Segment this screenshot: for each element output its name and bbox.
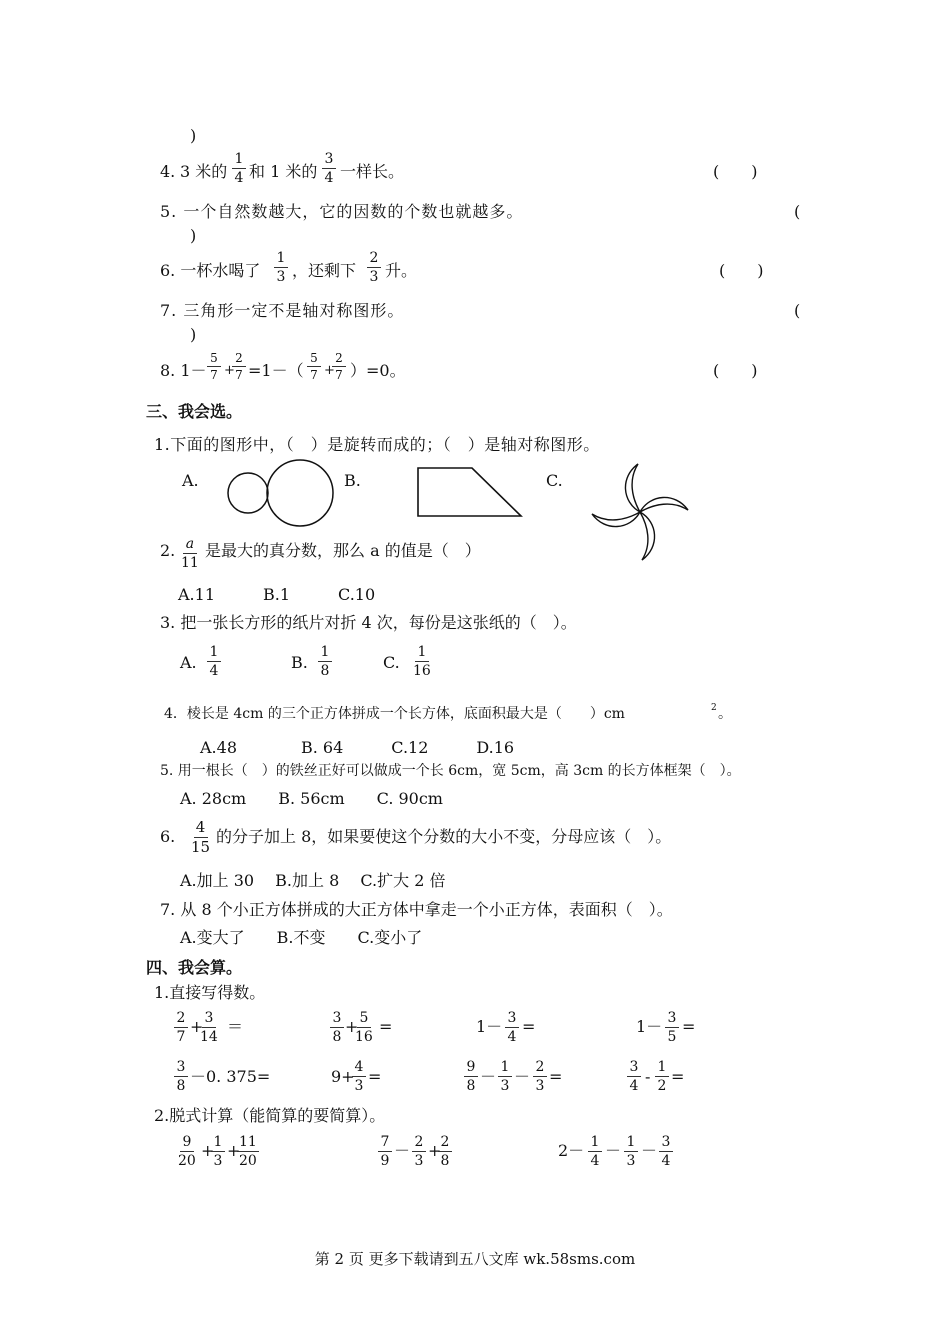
answer-paren-open[interactable]: ( (794, 301, 801, 320)
answer-paren-open[interactable]: ( (794, 202, 801, 221)
plus-sign: + (201, 1141, 215, 1160)
minus-sign: － (514, 1067, 531, 1086)
judge-q8-text-a: 8. 1－ (160, 361, 207, 380)
minus-sign: - (645, 1067, 651, 1086)
fraction: $\frac{3}{4}$ (659, 1135, 673, 1168)
minus-sign: － (394, 1141, 411, 1160)
superscript: 2 (711, 703, 717, 713)
plus-sign: + (324, 363, 335, 378)
minus-sign: － (605, 1141, 622, 1160)
fraction: $\frac{1}{3}$ (211, 1135, 225, 1168)
choose-q1-text: 1.下面的图形中，（ ）是旋转而成的；（ ）是轴对称图形。 (154, 435, 600, 454)
answer-paren[interactable]: ( ) (713, 162, 758, 181)
minus-sign: － (641, 1141, 658, 1160)
page-footer: 第 2 页 更多下载请到五八文库 wk.58sms.com (314, 1250, 636, 1268)
judge-q8-text-b: =1－（ (248, 361, 304, 380)
fraction: $\frac{3}{14}$ (200, 1010, 218, 1045)
calc-tail: －0. 375= (190, 1067, 271, 1086)
fraction: $\frac{2}{8}$ (438, 1135, 452, 1168)
choose-q7-options: A.变大了 B.不变 C.变小了 (180, 928, 423, 947)
choose-q5-text: 5. 用一根长（ ）的铁丝正好可以做成一个长 6cm，宽 5cm，高 3cm 的长方体框架（ ）。 (160, 763, 741, 779)
judge-q4-num: 4. (160, 162, 176, 181)
equals-sign: = (671, 1067, 685, 1086)
fraction: $\frac{3}{8}$ (174, 1060, 188, 1093)
fraction: $\frac{a}{11}$ (181, 536, 199, 571)
fraction: $\frac{5}{7}$ (307, 352, 321, 381)
fraction: $\frac{9}{8}$ (464, 1060, 478, 1093)
fraction: $\frac{3}{8}$ (330, 1011, 344, 1044)
judge-q8-text-c: ）=0。 (350, 361, 406, 380)
fraction: $\frac{2}{7}$ (332, 352, 346, 381)
fraction: $\frac{1}{3}$ (274, 251, 288, 284)
option-c-label: C. (383, 653, 400, 672)
judge-q6-text-c: 升。 (385, 261, 418, 280)
fraction: $\frac{2}{7}$ (232, 352, 246, 381)
choose-q7-text: 7. 从 8 个小正方体拼成的大正方体中拿走一个小正方体，表面积（ ）。 (160, 900, 673, 919)
calc-sub2: 2.脱式计算（能简算的要简算）。 (154, 1106, 386, 1125)
fraction: $\frac{1}{4}$ (232, 152, 246, 185)
section-title-choose: 三、我会选。 (146, 402, 243, 421)
fraction: $\frac{2}{7}$ (174, 1011, 188, 1044)
calc-lead: 1－ (476, 1017, 503, 1036)
section-title-calc: 四、我会算。 (146, 958, 243, 977)
choose-q2-text: 是最大的真分数，那么 a 的值是（ ） (205, 541, 481, 560)
trapezoid-figure (412, 463, 527, 523)
fraction: $\frac{3}{5}$ (665, 1011, 679, 1044)
fraction: $\frac{2}{3}$ (412, 1135, 426, 1168)
fraction: $\frac{7}{9}$ (378, 1135, 392, 1168)
judge-q6-text-b: ，还剩下 (292, 261, 357, 280)
judge-q4-text-c: 一样长。 (340, 162, 405, 181)
judge-q6-text-a: 6. 一杯水喝了 (160, 261, 261, 280)
equals-sign: = (522, 1017, 536, 1036)
fraction: $\frac{1}{3}$ (624, 1135, 638, 1168)
choose-q6-text: 的分子加上 8，如果要使这个分数的大小不变，分母应该（ ）。 (216, 827, 672, 846)
fraction: $\frac{1}{4}$ (207, 645, 221, 678)
choose-q6-num: 6. (160, 827, 176, 846)
fraction: $\frac{1}{16}$ (413, 644, 431, 679)
plus-sign: + (224, 363, 235, 378)
choose-q4-end: 。 (718, 706, 732, 722)
judge-q7-text: 7. 三角形一定不是轴对称图形。 (160, 301, 405, 320)
fraction: $\frac{2}{3}$ (367, 251, 381, 284)
option-a-label: A. (182, 471, 199, 490)
option-b-label: B. (344, 471, 361, 490)
fraction: $\frac{5}{16}$ (355, 1010, 373, 1045)
option-c-label: C. (546, 471, 563, 490)
plus-sign: + (227, 1141, 241, 1160)
pinwheel-figure (588, 460, 692, 564)
choose-q4-options: A.48 B. 64 C.12 D.16 (200, 738, 515, 757)
plus-sign: + (190, 1017, 204, 1036)
fraction: $\frac{4}{3}$ (352, 1060, 366, 1093)
circles-figure (220, 458, 340, 538)
fraction: $\frac{9}{20}$ (178, 1134, 196, 1169)
answer-paren-close[interactable]: ) (190, 226, 197, 245)
choose-q2-options: A.11 B.1 C.10 (178, 585, 376, 604)
fraction: $\frac{4}{15}$ (191, 818, 211, 856)
fraction: $\frac{11}{20}$ (239, 1134, 257, 1169)
choose-q2-num: 2. (160, 541, 176, 560)
calc-lead: 2－ (558, 1141, 585, 1160)
equals-sign: = (682, 1017, 696, 1036)
fraction: $\frac{2}{3}$ (533, 1060, 547, 1093)
equals-sign: ＝ (227, 1017, 244, 1036)
answer-paren-close[interactable]: ) (190, 325, 197, 344)
answer-paren[interactable]: ( ) (713, 361, 758, 380)
fraction: $\frac{1}{3}$ (498, 1060, 512, 1093)
calc-sub1: 1.直接写得数。 (154, 983, 266, 1002)
fraction: $\frac{1}{4}$ (588, 1135, 602, 1168)
option-a-label: A. (180, 653, 197, 672)
fraction: $\frac{3}{4}$ (627, 1060, 641, 1093)
calc-lead: 9+ (331, 1067, 355, 1086)
equals-sign: = (549, 1067, 563, 1086)
plus-sign: + (428, 1141, 442, 1160)
fraction: $\frac{1}{8}$ (318, 645, 332, 678)
choose-q6-options: A.加上 30 B.加上 8 C.扩大 2 倍 (180, 871, 446, 890)
choose-q5-options: A. 28cm B. 56cm C. 90cm (180, 789, 443, 808)
judge-q4-text-a: 3 米的 (180, 162, 228, 181)
plus-sign: + (345, 1017, 359, 1036)
fraction: $\frac{5}{7}$ (207, 352, 221, 381)
fraction: $\frac{3}{4}$ (322, 152, 336, 185)
fraction: $\frac{1}{2}$ (655, 1060, 669, 1093)
choose-q4-text: 4．棱长是 4cm 的三个正方体拼成一个长方体，底面积最大是（ ）cm (164, 706, 625, 722)
judge-q5-text: 5. 一个自然数越大，它的因数的个数也就越多。 (160, 202, 524, 221)
calc-lead: 1－ (636, 1017, 663, 1036)
equals-sign: = (379, 1017, 393, 1036)
minus-sign: － (480, 1067, 497, 1086)
judge-q4-text-b: 和 1 米的 (249, 162, 318, 181)
q3-paren-tail: ) (190, 126, 197, 145)
answer-paren[interactable]: ( ) (719, 261, 764, 280)
equals-sign: = (368, 1067, 382, 1086)
option-b-label: B. (291, 653, 308, 672)
choose-q3-text: 3. 把一张长方形的纸片对折 4 次，每份是这张纸的（ ）。 (160, 613, 577, 632)
fraction: $\frac{3}{4}$ (505, 1011, 519, 1044)
